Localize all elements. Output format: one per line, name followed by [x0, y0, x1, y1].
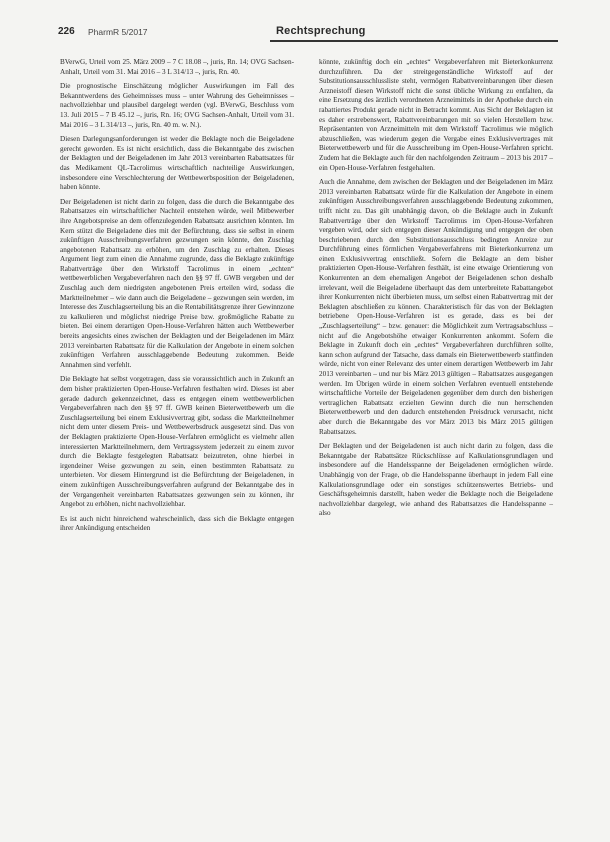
paragraph: könnte, zukünftig doch ein „echtes“ Vergabeverfahren mit Bieterkonkurrenz durchzuführen. Da der streitgegenständliche Wirkstoff auf der Substitutionsausschlussliste steht, vermögen Rabattvereinbarungen über diesen Arzneistoff diesen Wirkstoff nicht die sonst übliche Wirkung zu entfalten, da eine Ersetzung des ärztlich verordneten Arzneimittels in der Apotheke durch ein rabattiertes Produkt gerade nicht in Betracht kommt. Aus Sicht der Beklagten ist es daher erstrebenswert, Rabattvereinbarungen mit so vielen Herstellern bzw. Repräsentanten von Arzneimitteln mit dem Wirkstoff Tacrolimus wie möglich abzuschließen, was wiederum gegen die Vergabe eines Exklusivvertrages mit Bieterwettbewerb und für die Ausschreibung im Open-House-Verfahren spricht. Zudem hat die Beklagte auch für den nachfolgenden Zeitraum – 2013 bis 2017 – ein Open-House-Verfahren festgehalten. [319, 58, 553, 172]
paragraph: Die Beklagte hat selbst vorgetragen, dass sie voraussichtlich auch in Zukunft an dem bisher praktizierten Open-House-Verfahren festhalten wird. Dieses ist aber gerade dadurch gekennzeichnet, dass es entgegen einem wettbewerblichen Vergabeverfahren nach den §§ 97 ff. GWB keinen Bieterwettbewerb um die Zuschlagserteilung bei einem Exklusivvertrag gibt, sodass die Marktteilnehmer nicht dem unter diesem Preis- und Wettbewerbsdruck ausgesetzt sind. Das von der Beklagten praktizierte Open-House-Verfahren ermöglicht es vielmehr allen interessierten Marktteilnehmern, dem Vertragssystem jederzeit zu einem zuvor durch die Beklagte festgelegten Rabattsatz beizutreten, ohne hierbei in irgendeiner Weise gezwungen zu sein, einen bestimmten Rabattsatz zu unterbieten. Vor diesem Hintergrund ist die Befürchtung der Beigeladenen, in einem zukünftigen Ausschreibungsverfahren aufgrund der Bekanntgabe des in der Vergangenheit vereinbarten Rabattsatzes gezwungen sein zu können, ihr Angebot zu erhöhen, nicht nachvollziehbar. [60, 375, 294, 509]
paragraph: Auch die Annahme, dem zwischen der Beklagten und der Beigeladenen im März 2013 vereinbarten Rabattsatz würde für die Kalkulation der Angebote in einem zukünftigen Ausschreibungsverfahren ausschlaggebende Bedeutung zukommen, trifft nicht zu. Das gilt unabhängig davon, ob die Beklagte auch in Zukunft Rabattverträge über den Wirkstoff Tacrolimus im Open-House-Verfahren vergeben wird, oder sich entgegen dieser Ankündigung und entgegen der oben beschriebenen durch den Substitutionsausschluss bedingten Anreize zur Durchführung eines förmlichen Vergabeverfahrens mit Bieterkonkurrenz um einen Exklusivvertrag entschließt. Sofern die Beklagte an dem bisher praktizierten Open-House-Verfahren festhält, ist eine etwaige Orientierung von Konkurrenten an dem ehemaligen Angebot der Beigeladenen schon deshalb irrelevant, weil die Beigeladene überhaupt das dem unterbreitete Rabattangebot ihrer Konkurrenten nicht überbieten muss, um selbst einen Rabattvertrag mit der Beklagten abschließen zu können. Charakteristisch für das von der Beklagten betriebene Open-House-Verfahren ist es gerade, dass es bei der „Zuschlagserteilung“ – bzw. genauer: die Möglichkeit zum Vertragsabschluss – nicht auf die Angebotshöhe etwaiger Konkurrenten ankommt. Sofern die Beklagte in Zukunft doch ein „echtes“ Vergabeverfahren durchführen sollte, kann schon aufgrund der Tatsache, dass damals ein Bieterwettbewerb stattfinden würde, nicht von einer Relevanz des unter einem derartigen Wettbewerb im Jahr 2013 vereinbarten – und nur bis März 2013 gültigen – Rabattsatzes ausgegangen werden. Im Übrigen würde in einem solchen Verfahren eventuell entstehende wirtschaftliche Vorteile der Beigeladenen gegenüber dem durch den bisherigen vertraglichen Rabattsatz erzielten Gewinn durch die nun herrschenden Bieterwettbewerb und den dadurch entstehenden Preisdruck verursacht, nicht aber durch die Bekanntgabe des vor März 2013 bis März 2015 gültigen Rabattsatzes. [319, 178, 553, 436]
left-column [60, 58, 294, 539]
page-number: 226 [58, 26, 75, 37]
paragraph: BVerwG, Urteil vom 25. März 2009 – 7 C 18.08 –, juris, Rn. 14; OVG Sachsen-Anhalt, Urteil vom 31. Mai 2016 – 3 L 314/13 –, juris, Rn. 40. [60, 58, 294, 76]
right-column [319, 58, 553, 524]
section-title: Rechtsprechung [276, 25, 366, 37]
paragraph: Der Beklagten und der Beigeladenen ist auch nicht darin zu folgen, dass die Bekanntgabe der Rabattsätze Rückschlüsse auf Kalkulationsgrundlagen und insbesondere auf die Handelsspanne der Beigeladenen ermöglichen würde. Unabhängig von der Frage, ob die Handelsspanne überhaupt in jedem Fall eine Kalkulationsgrundlage oder ein sonstiges schützenswertes Betriebs- und Geschäftsgeheimnis darstellt, haben weder die Beklagte noch die Beigeladene nachvollziehbar dargelegt, wie anhand des Rabattsatzes die Handelsspanne – also [319, 442, 553, 518]
paragraph: Diesen Darlegungsanforderungen ist weder die Beklagte noch die Beigeladene gerecht geworden. Es ist nicht ersichtlich, dass die Bekanntgabe des zwischen der Beklagten und der Beigeladenen im Jahr 2013 vereinbarten Rabattsatzes für das Medikament QL-Tacrolimus wirtschaftlich nachteilige Auswirkungen, insbesondere eine Verschlechterung der Wettbewerbsposition der Beigeladenen, haben könnte. [60, 135, 294, 192]
page-header [58, 24, 558, 46]
paragraph: Die prognostische Einschätzung möglicher Auswirkungen im Fall des Bekanntwerdens des Geheimnisses muss – unter Wahrung des Geheimnisses – nachvollziehbar und plausibel dargelegt werden (vgl. BVerwG, Beschluss vom 13. Juli 2015 – 7 B 45.12 –, juris, Rn. 16; OVG Sachsen-Anhalt, Urteil vom 31. Mai 2016 – 3 L 314/13 –, juris, Rn. 40 m. w. N.). [60, 82, 294, 129]
journal-reference: PharmR 5/2017 [88, 27, 148, 37]
paragraph: Der Beigeladenen ist nicht darin zu folgen, dass die durch die Bekanntgabe des Rabattsatzes ein wirtschaftlicher Nachteil entstehen würde, weil Mitbewerber ihre Angebotspreise an dem offenzulegenden Rabattsatz ausrichten könnten. Im Kern stützt die Beigeladene dies mit der Befürchtung, dass sie selbst in einem zukünftigen Ausschreibungsverfahren gezwungen sein könnte, den Zuschlag angebotenen Rabattsatz zu erhöhen, um den Zuschlag zu erhalten. Dieses Argument liegt zum einen die Annahme zugrunde, dass die Beklagte zukünftige Rabattverträge über den Wirkstoff Tacrolimus in einem „echten“ wettbewerblichen Vergabeverfahren nach den §§ 97 ff. GWB vergeben und der Zuschlag auch dem niedrigsten angebotenen Preis erteilen wird, sodass die Marktteilnehmer – wie dann auch die Beigeladene – gezwungen sein werden, im Interesse des Zuschlagserteilung bis an die Rentabilitätsgrenze ihrer Gewinnzone zu kalkulieren und möglichst niedrige Preise bzw. großmögliche Rabatte zu bieten. Bei einem derartigen Open-House-Verfahren hätten auch Wettbewerber bereits angesichts eines zwischen der Beklagten und der Beigeladenen im März 2013 vereinbarten Rabattsatz für die Kalkulation der Angebote in einem solchen zukünftigen Verfahren ausschlaggebende Bedeutung zukommen. Beide Annahmen sind verfehlt. [60, 197, 294, 369]
header-rule [270, 40, 558, 42]
paragraph: Es ist auch nicht hinreichend wahrscheinlich, dass sich die Beklagte entgegen ihrer Ankündigung entscheiden [60, 514, 294, 533]
